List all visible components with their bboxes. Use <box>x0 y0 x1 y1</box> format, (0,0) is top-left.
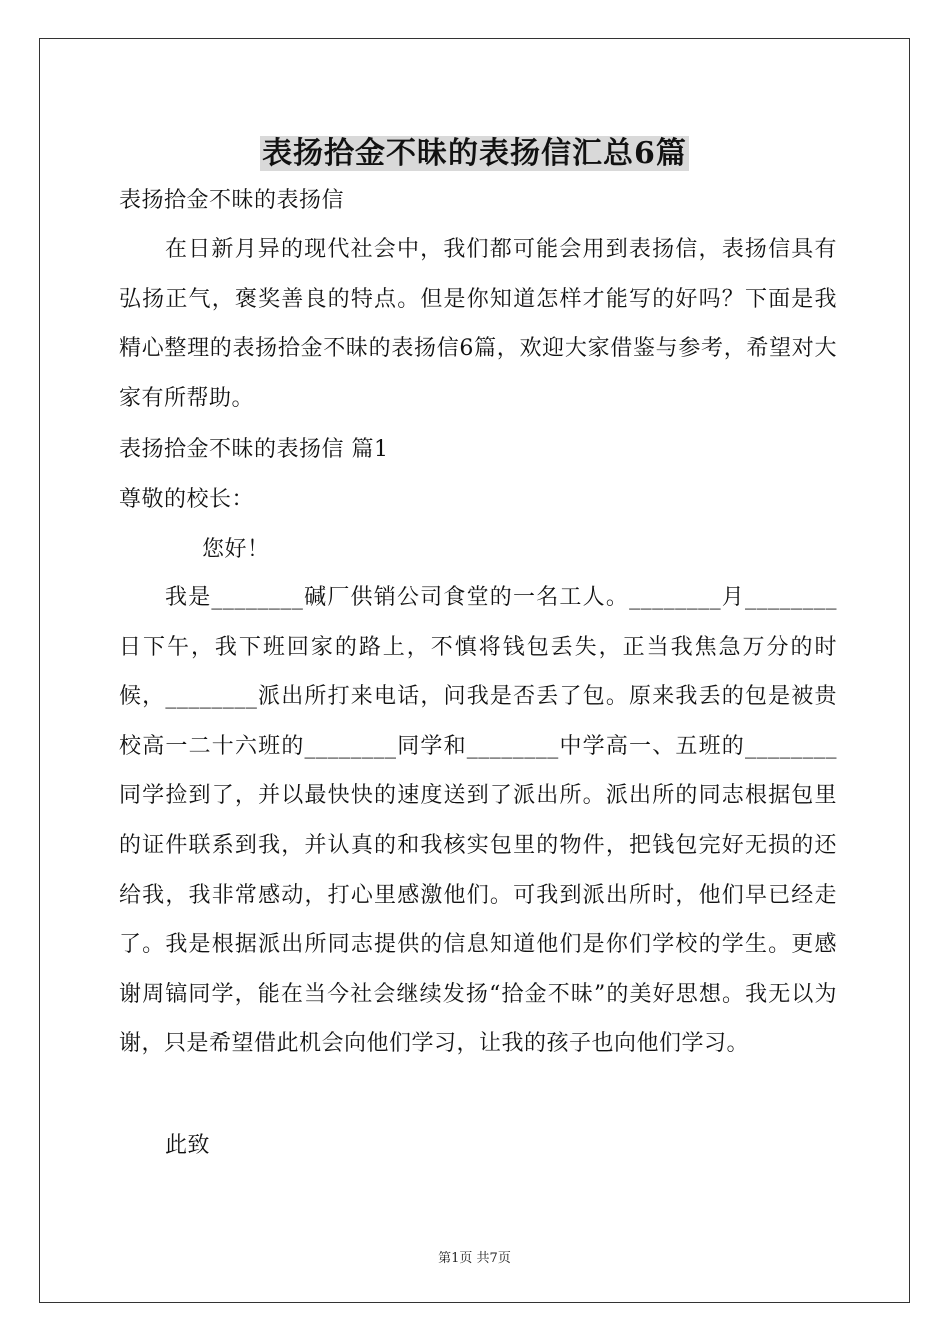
document-title <box>40 128 909 172</box>
document-title-text: 表扬拾金不昧的表扬信汇总6篇 <box>262 136 687 171</box>
body-paragraph: 我是________碱厂供销公司食堂的一名工人。________月________日下午，我下班回家的路上，不慎将钱包丢失，正当我焦急万分的时候，________派出所打来电话，问我是否丢了包。原来我丢的包是被贵校高一二十六班的________同学和________中学高一、五班的________同学捡到了，并以最快快的速度送到了派出所。派出所的同志根据包里的证件联系到我，并认真的和我核实包里的物件，把钱包完好无损的还给我，我非常感动，打心里感激他们。可我到派出所时，他们早已经走了。我是根据派出所同志提供的信息知道他们是你们学校的学生。更感谢周镐同学，能在当今社会继续发扬“拾金不昧”的美好思想。我无以为谢，只是希望借此机会向他们学习，让我的孩子也向他们学习。 <box>119 585 837 1057</box>
page-footer: 第1页 共7页 <box>438 1251 511 1266</box>
greeting: 您好！ <box>202 537 270 562</box>
subtitle: 表扬拾金不昧的表扬信 <box>119 188 345 213</box>
section-heading: 表扬拾金不昧的表扬信 篇1 <box>119 437 389 462</box>
document-content <box>40 39 909 1302</box>
document-page <box>39 38 910 1303</box>
salutation: 尊敬的校长： <box>119 487 255 512</box>
closing: 此致 <box>165 1133 211 1158</box>
intro-paragraph: 在日新月异的现代社会中，我们都可能会用到表扬信，表扬信具有弘扬正气，褒奖善良的特点。但是你知道怎样才能写的好吗？下面是我精心整理的表扬拾金不昧的表扬信6篇，欢迎大家借鉴与参考，希望对大家有所帮助。 <box>119 237 837 411</box>
